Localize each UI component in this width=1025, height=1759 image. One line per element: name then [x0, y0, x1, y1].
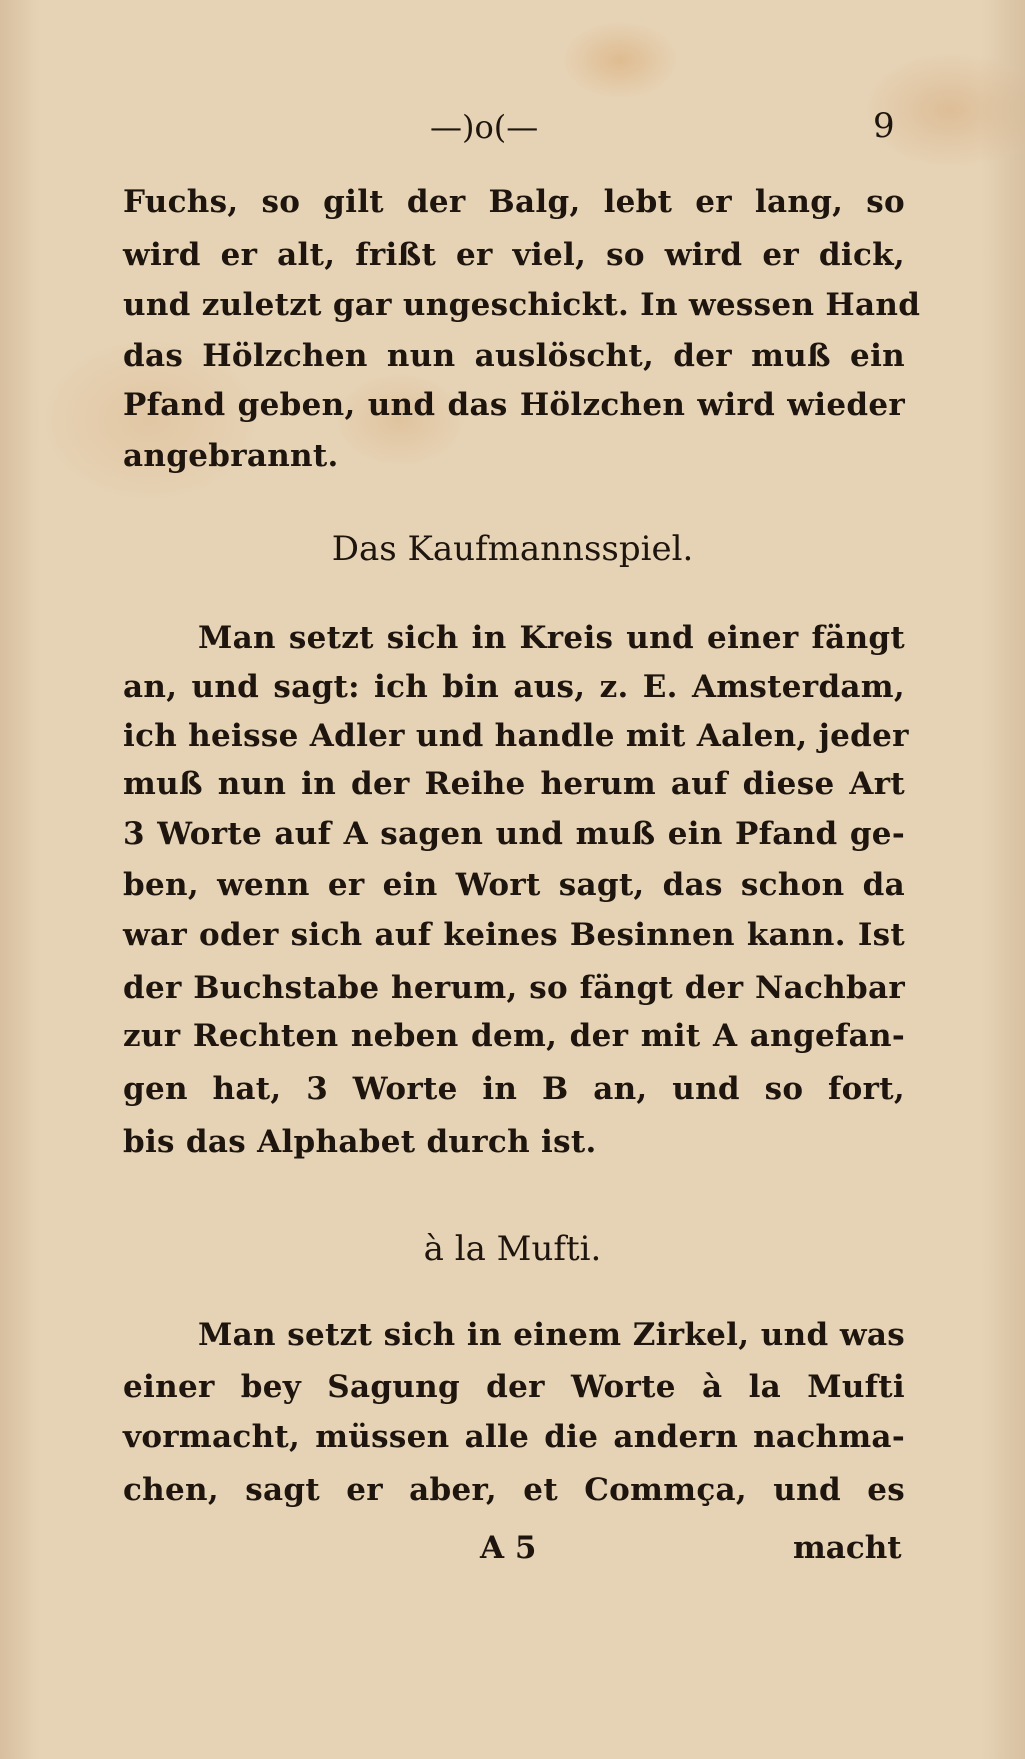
text-line: bis das Alphabet durch ist. [123, 1124, 597, 1160]
text-line: gen hat, 3 Worte in B an, und so fort, [123, 1071, 905, 1107]
catchword: macht [793, 1530, 902, 1566]
text-line: Man setzt sich in Kreis und einer fängt [198, 620, 905, 656]
section-heading: Das Kaufmannsspiel. [331, 529, 694, 569]
text-line: Man setzt sich in einem Zirkel, und was [198, 1317, 905, 1353]
text-line: und zuletzt gar ungeschickt. In wessen Hand [123, 287, 921, 323]
text-line: vormacht, müssen alle die andern nachma- [123, 1419, 905, 1455]
text-line: einer bey Sagung der Worte à la Mufti [123, 1369, 905, 1405]
text-line: ben, wenn er ein Wort sagt, das schon da [123, 867, 905, 903]
text-line: das Hölzchen nun auslöscht, der muß ein [123, 338, 905, 374]
text-line: muß nun in der Reihe herum auf diese Art [123, 766, 905, 802]
page-number: 9 [873, 106, 895, 146]
signature-mark: A 5 [480, 1530, 537, 1566]
text-line: chen, sagt er aber, et Commça, und es [123, 1472, 905, 1508]
text-line: Fuchs, so gilt der Balg, lebt er lang, so [123, 184, 905, 220]
text-line: ich heisse Adler und handle mit Aalen, jeder [123, 718, 909, 754]
text-line: war oder sich auf keines Besinnen kann. Ist [123, 917, 905, 953]
section-heading: à la Mufti. [423, 1229, 602, 1269]
text-line: wird er alt, frißt er viel, so wird er dick, [123, 237, 905, 273]
text-line: Pfand geben, und das Hölzchen wird wieder [123, 387, 905, 423]
text-line: der Buchstabe herum, so fängt der Nachbar [123, 970, 905, 1006]
text-line: an, und sagt: ich bin aus, z. E. Amsterdam, [123, 669, 905, 705]
text-line: angebrannt. [123, 438, 339, 474]
running-head-ornament: —)o(— [430, 108, 539, 146]
text-line: zur Rechten neben dem, der mit A angefan- [123, 1018, 905, 1054]
text-line: 3 Worte auf A sagen und muß ein Pfand ge- [123, 816, 905, 852]
